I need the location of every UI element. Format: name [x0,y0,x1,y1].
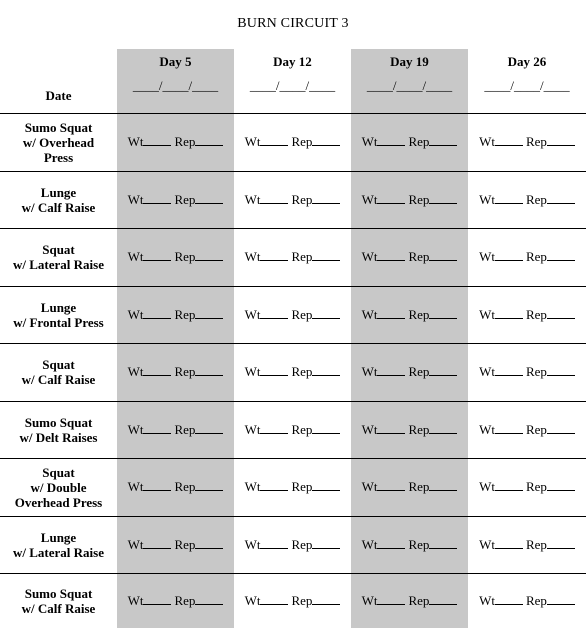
exercise-name: Sumo Squat w/ Calf Raise [0,573,117,628]
weight-label: Wt [244,592,261,608]
page-title: BURN CIRCUIT 3 [237,16,349,31]
weight-label: Wt [127,364,144,379]
weight-blank[interactable] [260,258,288,261]
rep-blank[interactable] [547,373,575,376]
weight-blank[interactable] [495,431,523,434]
weight-blank[interactable] [260,602,288,605]
weight-label: Wt [479,592,495,608]
weight-label: Wt [127,421,144,437]
workout-log-grid [0,49,586,628]
weight-label: Wt [361,479,378,494]
weight-label: Wt [479,191,495,207]
weight-blank[interactable] [495,316,523,319]
entry-cell-day-4 [468,343,586,401]
weight-label: Wt [244,536,261,552]
rep-label: Rep [174,592,196,608]
weight-blank[interactable] [143,201,171,204]
entry-cell-day-3 [351,286,468,343]
exercise-row [0,458,586,516]
rep-blank[interactable] [195,546,223,549]
weight-label: Wt [361,364,378,379]
weight-blank[interactable] [495,143,523,146]
rep-label: Rep [525,592,547,608]
entry-cell-day-1 [117,343,234,401]
exercise-name: Lunge w/ Lateral Raise [0,516,117,573]
weight-label: Wt [127,536,144,552]
rep-blank[interactable] [429,143,457,146]
entry-cell-day-1 [117,228,234,286]
weight-blank[interactable] [377,431,405,434]
rep-label: Rep [525,364,547,379]
weight-label: Wt [479,479,495,494]
rep-label: Rep [525,134,547,149]
weight-blank[interactable] [377,143,405,146]
rep-label: Rep [408,134,430,149]
weight-blank[interactable] [260,488,288,491]
rep-blank[interactable] [312,373,340,376]
weight-blank[interactable] [260,546,288,549]
rep-label: Rep [291,421,313,437]
rep-blank[interactable] [195,431,223,434]
weight-label: Wt [479,421,495,437]
weight-blank[interactable] [377,488,405,491]
weight-label: Wt [244,134,261,149]
rep-label: Rep [174,306,196,322]
entry-cell-day-4 [468,516,586,573]
exercise-row [0,228,586,286]
weight-label: Wt [479,249,495,264]
weight-label: Wt [479,134,495,149]
entry-cell-day-2 [234,573,351,628]
entry-cell-day-3 [351,516,468,573]
weight-label: Wt [127,134,144,149]
day-label: Day 26 [507,54,547,69]
rep-label: Rep [408,191,430,207]
weight-blank[interactable] [377,316,405,319]
rep-blank[interactable] [312,316,340,319]
rep-label: Rep [291,592,313,608]
rep-label: Rep [291,364,313,379]
exercise-name: Lunge w/ Frontal Press [0,286,117,343]
rep-label: Rep [408,536,430,552]
rep-label: Rep [525,306,547,322]
rep-label: Rep [174,364,196,379]
weight-blank[interactable] [495,546,523,549]
weight-blank[interactable] [495,258,523,261]
date-blank[interactable]: ____/____/____ [249,78,336,93]
rep-label: Rep [174,536,196,552]
weight-label: Wt [127,191,144,207]
rep-blank[interactable] [429,546,457,549]
weight-blank[interactable] [260,316,288,319]
weight-label: Wt [361,592,378,608]
entry-cell-day-2 [234,458,351,516]
weight-label: Wt [244,364,261,379]
rep-blank[interactable] [429,602,457,605]
rep-label: Rep [174,134,196,149]
entry-cell-day-1 [117,286,234,343]
entry-cell-day-4 [468,401,586,458]
weight-blank[interactable] [143,143,171,146]
entry-cell-day-3 [351,171,468,228]
rep-label: Rep [408,249,430,264]
exercise-row [0,343,586,401]
weight-blank[interactable] [495,602,523,605]
rep-blank[interactable] [547,316,575,319]
weight-blank[interactable] [377,602,405,605]
entry-cell-day-2 [234,171,351,228]
rep-label: Rep [291,134,313,149]
weight-blank[interactable] [143,431,171,434]
entry-cell-day-1 [117,171,234,228]
exercise-name: Sumo Squat w/ Overhead Press [0,113,117,171]
rep-label: Rep [291,191,313,207]
exercise-name: Sumo Squat w/ Delt Raises [0,401,117,458]
entry-cell-day-3 [351,113,468,171]
weight-blank[interactable] [143,373,171,376]
entry-cell-day-2 [234,343,351,401]
rep-label: Rep [174,191,196,207]
exercise-name: Lunge w/ Calf Raise [0,171,117,228]
rep-blank[interactable] [547,201,575,204]
rep-blank[interactable] [312,602,340,605]
rep-label: Rep [291,479,313,494]
exercise-row [0,171,586,228]
entry-cell-day-4 [468,171,586,228]
date-blank[interactable]: ____/____/____ [366,78,453,93]
entry-cell-day-4 [468,113,586,171]
entry-cell-day-2 [234,113,351,171]
rep-blank[interactable] [195,488,223,491]
rep-blank[interactable] [429,373,457,376]
workout-log-table [0,49,586,628]
exercise-row [0,401,586,458]
rep-blank[interactable] [547,488,575,491]
weight-blank[interactable] [260,373,288,376]
rep-label: Rep [174,249,196,264]
weight-label: Wt [244,306,261,322]
rep-blank[interactable] [547,546,575,549]
entry-cell-day-3 [351,228,468,286]
rep-label: Rep [291,249,313,264]
entry-cell-day-2 [234,516,351,573]
weight-blank[interactable] [260,431,288,434]
weight-blank[interactable] [495,201,523,204]
weight-label: Wt [244,479,261,494]
rep-blank[interactable] [429,258,457,261]
entry-cell-day-2 [234,286,351,343]
rep-blank[interactable] [195,143,223,146]
rep-blank[interactable] [312,143,340,146]
weight-label: Wt [244,191,261,207]
rep-blank[interactable] [547,431,575,434]
weight-label: Wt [244,421,261,437]
day-label: Day 19 [390,54,429,69]
weight-blank[interactable] [143,488,171,491]
weight-blank[interactable] [377,201,405,204]
date-blank[interactable]: ____/____/____ [484,78,570,93]
rep-blank[interactable] [429,488,457,491]
date-label: Date [45,87,72,103]
weight-label: Wt [361,306,378,322]
entry-cell-day-4 [468,573,586,628]
rep-label: Rep [408,592,430,608]
weight-label: Wt [361,421,378,437]
rep-blank[interactable] [195,373,223,376]
weight-blank[interactable] [143,602,171,605]
rep-blank[interactable] [312,258,340,261]
entry-cell-day-3 [351,401,468,458]
rep-label: Rep [408,364,430,379]
weight-blank[interactable] [377,546,405,549]
rep-label: Rep [174,421,196,437]
exercise-row [0,286,586,343]
rep-label: Rep [408,306,430,322]
rep-label: Rep [291,536,313,552]
weight-blank[interactable] [495,373,523,376]
rep-label: Rep [174,479,196,494]
header-day-12 [234,49,351,113]
weight-label: Wt [127,479,144,494]
entry-cell-day-4 [468,286,586,343]
entry-cell-day-1 [117,573,234,628]
exercise-name: Squat w/ Double Overhead Press [0,458,117,516]
day-label: Day 5 [159,54,192,69]
weight-label: Wt [127,306,144,322]
rep-label: Rep [408,421,430,437]
weight-label: Wt [361,249,378,264]
entry-cell-day-3 [351,458,468,516]
entry-cell-day-4 [468,458,586,516]
entry-cell-day-3 [351,343,468,401]
weight-label: Wt [479,306,495,322]
rep-blank[interactable] [547,143,575,146]
rep-blank[interactable] [429,201,457,204]
header-day-19 [351,49,468,113]
rep-label: Rep [291,306,313,322]
exercise-row [0,113,586,171]
weight-blank[interactable] [143,316,171,319]
exercise-name: Squat w/ Calf Raise [0,343,117,401]
rep-blank[interactable] [547,258,575,261]
rep-label: Rep [525,536,547,552]
weight-label: Wt [361,536,378,552]
rep-blank[interactable] [429,316,457,319]
rep-blank[interactable] [547,602,575,605]
rep-label: Rep [525,249,547,264]
rep-blank[interactable] [195,258,223,261]
weight-blank[interactable] [143,546,171,549]
entry-cell-day-1 [117,458,234,516]
rep-blank[interactable] [195,316,223,319]
rep-blank[interactable] [312,488,340,491]
rep-blank[interactable] [312,546,340,549]
date-blank[interactable]: ____/____/____ [132,78,219,93]
rep-blank[interactable] [429,431,457,434]
weight-label: Wt [361,191,378,207]
rep-blank[interactable] [195,602,223,605]
weight-label: Wt [127,592,144,608]
weight-label: Wt [479,364,495,379]
weight-blank[interactable] [377,258,405,261]
weight-label: Wt [244,249,261,264]
entry-cell-day-1 [117,113,234,171]
rep-label: Rep [525,421,547,437]
entry-cell-day-2 [234,228,351,286]
weight-label: Wt [361,134,378,149]
entry-cell-day-2 [234,401,351,458]
entry-cell-day-1 [117,401,234,458]
weight-label: Wt [127,249,144,264]
header-day-26 [468,49,586,113]
exercise-name: Squat w/ Lateral Raise [0,228,117,286]
entry-cell-day-4 [468,228,586,286]
rep-blank[interactable] [312,431,340,434]
rep-label: Rep [525,191,547,207]
exercise-row [0,516,586,573]
exercise-row [0,573,586,628]
day-label: Day 12 [273,54,312,69]
weight-blank[interactable] [143,258,171,261]
weight-blank[interactable] [495,488,523,491]
weight-blank[interactable] [260,143,288,146]
rep-blank[interactable] [195,201,223,204]
rep-label: Rep [525,479,547,494]
weight-blank[interactable] [260,201,288,204]
entry-cell-day-3 [351,573,468,628]
entry-cell-day-1 [117,516,234,573]
weight-label: Wt [479,536,495,552]
header-row [0,49,586,113]
header-day-5 [117,49,234,113]
rep-blank[interactable] [312,201,340,204]
weight-blank[interactable] [377,373,405,376]
rep-label: Rep [408,479,430,494]
